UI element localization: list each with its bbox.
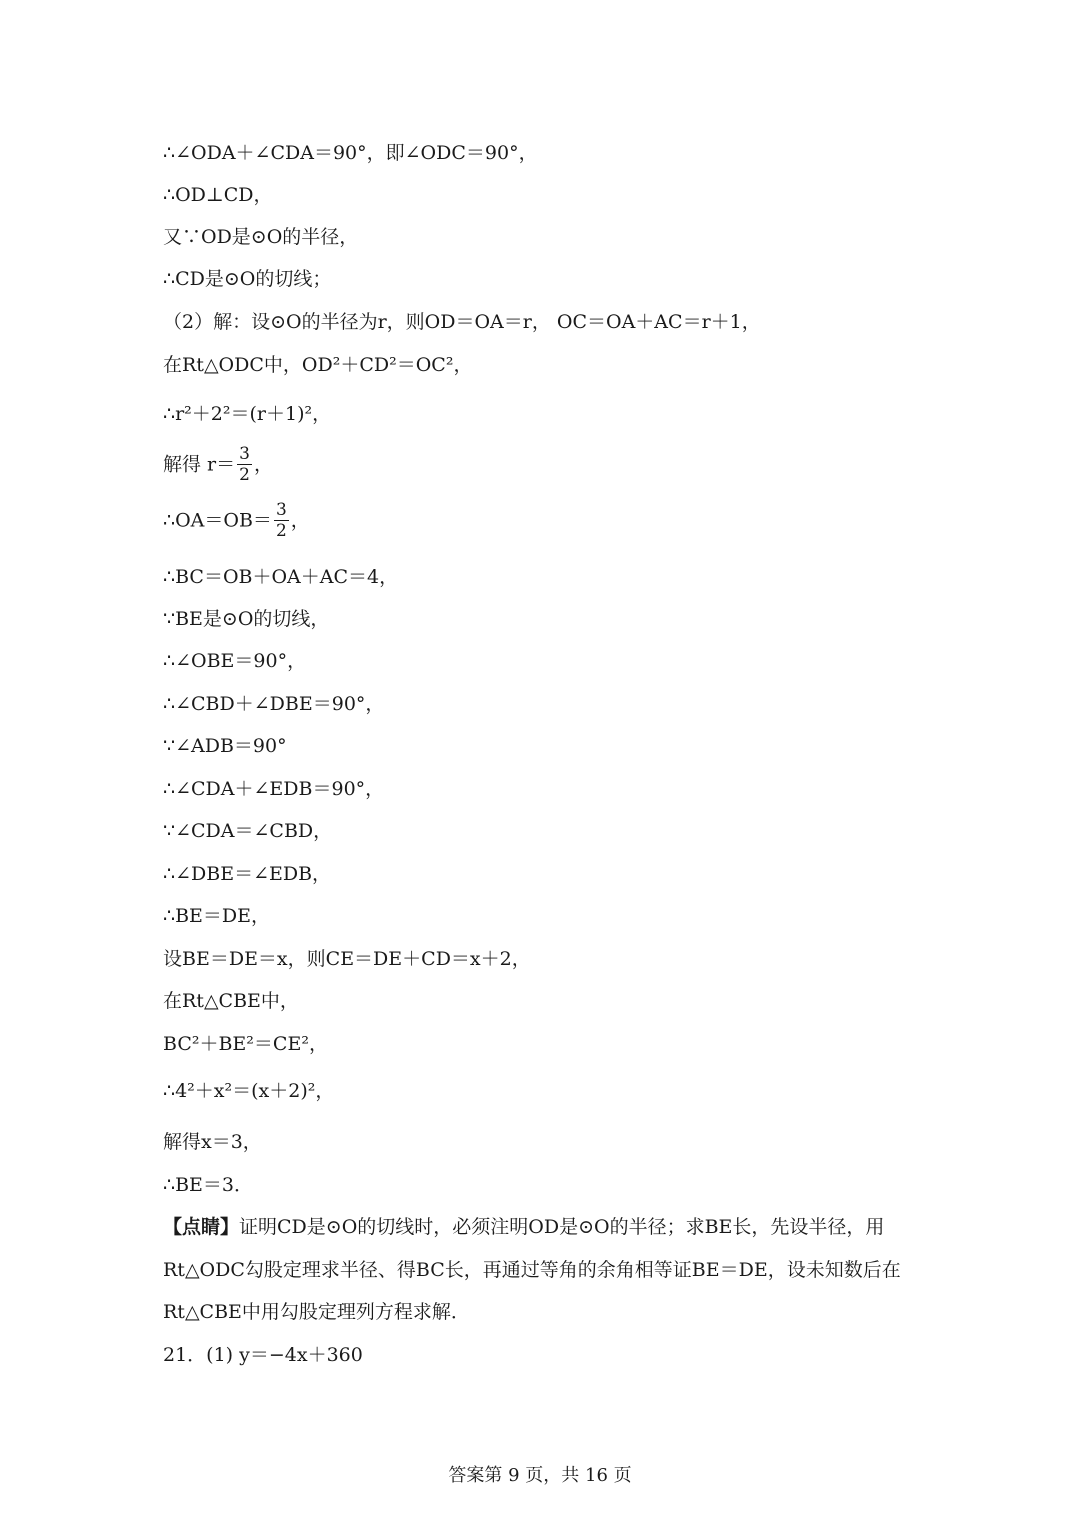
solution-line: ∵∠CDA＝∠CBD， (163, 820, 333, 842)
solution-line: ∴BE＝DE， (163, 905, 271, 927)
fraction-denominator: 2 (239, 465, 250, 485)
solution-line: BC²＋BE²＝CE²， (163, 1033, 328, 1055)
solution-line: 又∵OD是⊙O的半径， (163, 226, 359, 248)
fraction-denominator: 2 (275, 521, 287, 541)
fraction (237, 444, 252, 485)
fraction (274, 500, 289, 541)
fraction-suffix: ， (253, 453, 273, 476)
solution-line: ∴OD⊥CD， (163, 184, 273, 206)
solution-line: ∴CD是⊙O的切线； (163, 268, 332, 290)
solution-line: ∵∠ADB＝90° (163, 735, 287, 757)
page-footer: 答案第 9 页，共 16 页 (448, 1465, 632, 1486)
solution-line: ∴∠CDA＋∠EDB＝90°， (163, 778, 385, 800)
question-21-answer: 21．(1) y＝−4x＋360 (163, 1344, 363, 1366)
fraction-numerator: 3 (275, 500, 287, 520)
note-line: Rt△CBE中用勾股定理列方程求解． (163, 1301, 470, 1323)
solution-line: ∴∠ODA＋∠CDA＝90°，即∠ODC＝90°， (163, 142, 538, 164)
solution-line: ∴BE＝3． (163, 1174, 254, 1196)
solution-line: ∴∠OBE＝90°， (163, 650, 307, 672)
note-line: Rt△ODC勾股定理求半径、得BC长，再通过等角的余角相等证BE＝DE，设未知数后在 (163, 1259, 901, 1281)
solution-line: ∵BE是⊙O的切线， (163, 608, 330, 630)
note-text: 证明CD是⊙O的切线时，必须注明OD是⊙O的半径；求BE长，先设半径，用 (239, 1216, 885, 1238)
fraction-numerator: 3 (239, 444, 250, 464)
solution-line: ∴∠DBE＝∠EDB， (163, 863, 332, 885)
solution-line: ∴BC＝OB＋OA＋AC＝4， (163, 566, 399, 588)
fraction-prefix: 解得 r＝ (163, 453, 236, 476)
part-2-heading: （2）解：设⊙O的半径为r，则OD＝OA＝r， OC＝OA＋AC＝r＋1， (163, 311, 761, 333)
note-tag: 【点睛】 (163, 1216, 240, 1238)
solution-line-fraction (163, 444, 273, 494)
solution-line: ∴∠CBD＋∠DBE＝90°， (163, 693, 385, 715)
fraction-prefix: ∴OA＝OB＝ (163, 509, 272, 532)
solution-line: 解得x＝3， (163, 1131, 262, 1153)
solution-line-fraction (163, 500, 310, 550)
note-line (163, 1214, 884, 1240)
solution-line: 在Rt△CBE中， (163, 990, 299, 1012)
solution-line: 在Rt△ODC中，OD²＋CD²＝OC²， (163, 354, 473, 376)
solution-line: ∴r²＋2²＝(r＋1)²， (163, 403, 332, 425)
solution-line: ∴4²＋x²＝(x＋2)²， (163, 1080, 335, 1102)
fraction-suffix: ， (290, 509, 310, 532)
solution-line: 设BE＝DE＝x，则CE＝DE＋CD＝x＋2， (163, 948, 531, 970)
